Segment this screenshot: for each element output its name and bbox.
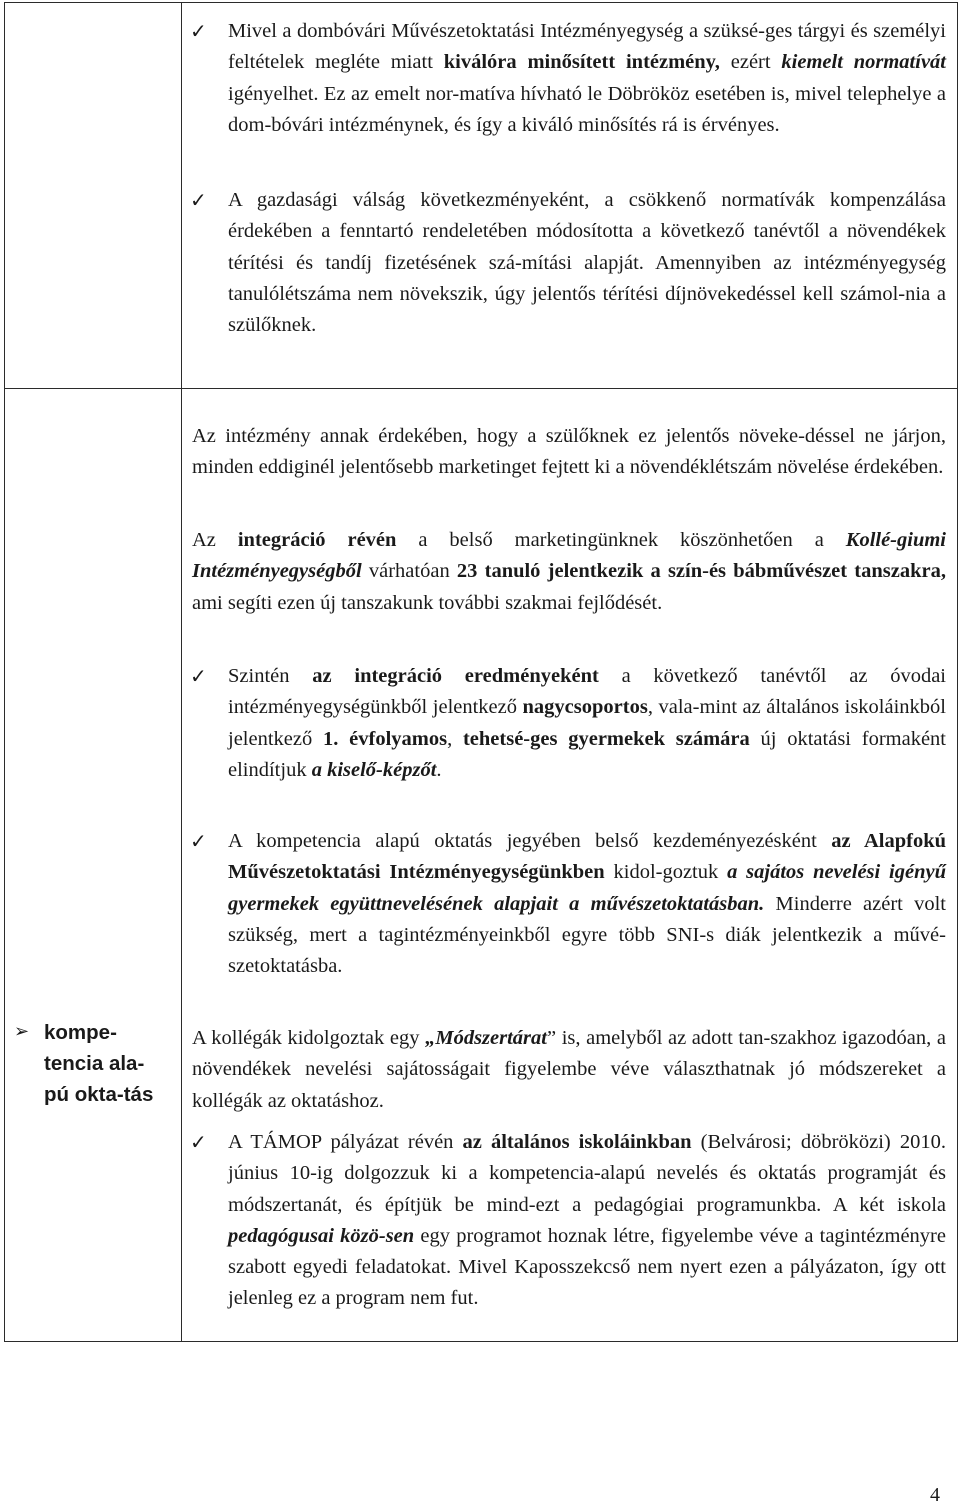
bold-run: az általános iskoláinkban xyxy=(462,1131,692,1153)
bullet-paragraph-3 xyxy=(228,661,946,786)
paragraph-3 xyxy=(192,1023,946,1117)
bold-italic-run: pedagógusai közö-sen xyxy=(228,1224,415,1247)
bold-run: 1. évfolyamos xyxy=(323,727,448,750)
text-run: Minderre azért volt szükség, mert a tagintézményeinkből egyre több SNI-s diák jelentkezik a művé-szetoktatásba. xyxy=(228,892,946,978)
text-run: . xyxy=(436,758,442,781)
text-run: várhatóan xyxy=(361,560,457,583)
bold-run: kiválóra minősített intézmény, xyxy=(443,51,720,74)
bold-run: az Alapfokú Művészetoktatási Intézményegységünkben xyxy=(228,830,946,884)
bold-italic-run: a kiselő-képzőt xyxy=(311,758,437,781)
page-number: 4 xyxy=(930,1484,940,1506)
text-run: Mivel a dombóvári Művészetoktatási Intézményegység a szüksé-ges tárgyi és személyi feltételek megléte miatt xyxy=(228,20,946,74)
checkmark-icon: ✓ xyxy=(190,829,207,853)
bold-italic-run: Kollé-giumi Intézményegységből xyxy=(192,529,946,583)
bold-run: 23 tanuló jelentkezik a szín-és bábművészet tanszakra, xyxy=(456,560,946,583)
text-run: ami segíti ezen új tanszakunk további szakmai fejlődését. xyxy=(192,591,663,614)
bold-run: nagycsoportos xyxy=(522,696,648,719)
bold-italic-run: a sajátos nevelési igényű gyermekek együttnevelésének alapjait a művészetoktatásban. xyxy=(228,861,946,915)
bullet-paragraph-5 xyxy=(228,1127,946,1315)
bold-italic-run: kiemelt normatívát xyxy=(781,51,946,74)
text-run: Szintén xyxy=(228,665,313,687)
bullet-paragraph-1 xyxy=(228,16,946,141)
text-run: A gazdasági válság következményeként, a csökkenő normatívák kompenzálása érdekében a fenntartó rendeletében módosította a következő tanévtől a növendékek térítési és tandíj fizetésének szá-mítási alapját. Amennyiben az intézményegység tanulólétszáma nem növekszik, úgy jelentős térítési díjnövekedéssel kell számol-nia a szülőknek. xyxy=(228,189,946,337)
text-run: egy programot hoznak létre, figyelembe véve a tagintézményre szabott egyedi feladatokat. Mivel Kaposszekcső nem nyert ezen a pályázaton, így ott jelenleg ez a program nem fut. xyxy=(228,1224,946,1310)
checkmark-icon: ✓ xyxy=(190,1130,207,1154)
bullet-paragraph-4 xyxy=(228,826,946,982)
text-run: A TÁMOP pályázat révén xyxy=(228,1131,463,1153)
text-run: A kompetencia alapú oktatás jegyében belső kezdeményezésként xyxy=(228,830,832,852)
arrow-bullet-icon: ➢ xyxy=(14,1021,30,1042)
bold-italic-run: „Módszertárat xyxy=(425,1027,547,1049)
text-run: kidol-goztuk xyxy=(604,861,728,884)
text-run: a belső marketingünknek köszönhetően a xyxy=(396,529,846,551)
bold-run: integráció révén xyxy=(237,529,397,551)
text-run: a következő tanévtől az óvodai intézményegységünkből jelentkező xyxy=(228,665,946,719)
table-cell-left-top xyxy=(5,3,182,389)
text-run: ” is, amelyből az adott tan-szakhoz igazodóan, a növendékek nevelési sajátosságait figyelembe véve választhatnak jó módszereket a kollégák az oktatáshoz. xyxy=(192,1027,946,1112)
text-run: A kollégák kidolgoztak egy xyxy=(192,1027,426,1049)
paragraph-1 xyxy=(192,421,946,484)
text-run: (Belvárosi; döbröközi) 2010. június 10-ig dolgozzuk ki a kompetencia-alapú nevelés és oktatás programját és módszertanát, és építjük be mind-ezt a pedagógiai programunkba. A két iskola xyxy=(228,1131,946,1216)
paragraph-2 xyxy=(192,525,946,619)
bold-run: az integráció eredményeként xyxy=(312,665,599,687)
checkmark-icon: ✓ xyxy=(190,188,207,212)
checkmark-icon: ✓ xyxy=(190,19,207,43)
side-label: kompe-tencia ala-pú okta-tás xyxy=(44,1021,154,1106)
text-run: , xyxy=(447,727,463,750)
bold-run: tehetsé-ges gyermekek számára xyxy=(462,727,750,750)
bullet-paragraph-2 xyxy=(228,185,946,341)
text-run: ezért xyxy=(719,51,782,74)
text-run: Az xyxy=(192,529,238,551)
text-run: igényelhet. Ez az emelt nor-matíva hívható le Döbrököz esetében is, mivel telephelye a dom-bóvári intézménynek, és így a kiváló minősítés rá is érvényes. xyxy=(228,82,946,136)
table-cell-left-bottom xyxy=(5,389,182,1342)
text-run: új oktatási formaként elindítjuk xyxy=(228,727,947,781)
text-run: Az intézmény annak érdekében, hogy a szülőknek ez jelentős növeke-déssel ne járjon, minden eddiginél jelentősebb marketinget fejtett ki a növendéklétszám növelése érdekében. xyxy=(192,425,946,479)
checkmark-icon: ✓ xyxy=(190,664,207,688)
text-run: , vala-mint az általános iskoláinkból jelentkező xyxy=(228,696,946,750)
